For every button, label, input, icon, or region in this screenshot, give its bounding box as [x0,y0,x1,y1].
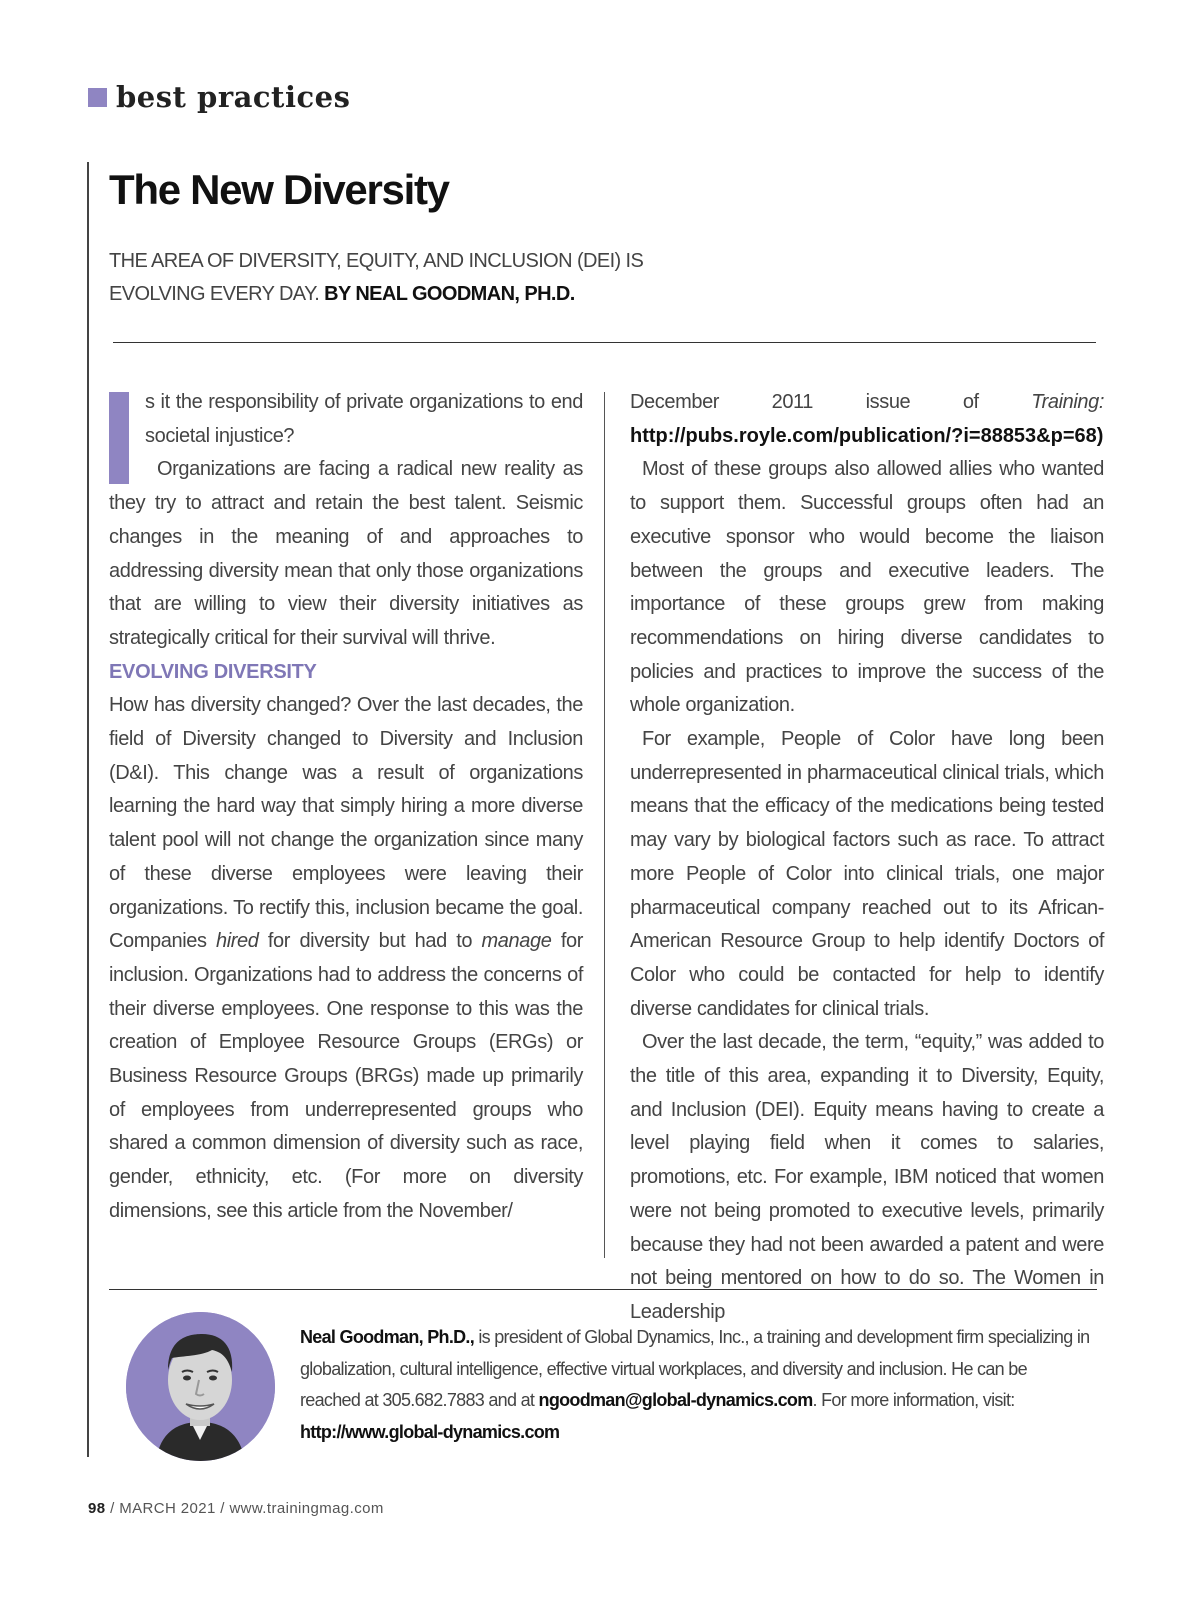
body-paragraph [630,386,1104,453]
left-column [109,386,583,1229]
drop-cap-bar-icon [109,392,129,484]
body-text: for inclusion. Organizations had to address the concerns of their diverse employees. One response to this was the creation of Employee Resource Groups (ERGs) or Business Resource Groups (BRGs) made up primarily of employees from underrepresented groups who shared a common dimension of diversity such as race, gender, ethnicity, etc. (For more on diversity dimensions, see this article from the November/ [109,930,583,1222]
body-paragraph [109,689,583,1228]
author-portrait-icon [126,1312,275,1461]
deck-text: THE AREA OF DIVERSITY, EQUITY, AND INCLUSION (DEI) IS EVOLVING EVERY DAY. [109,250,644,305]
section-tag-label: best practices [116,80,351,114]
author-bio [300,1322,1090,1448]
bio-divider [109,1289,1097,1290]
emphasis-hired: hired [215,930,259,953]
article-deck [109,245,729,311]
body-paragraph: Over the last decade, the term, “equity,” was added to the title of this area, expanding it to Diversity, Equity, and Inclusion (DEI). Equity means having to create a level playing field when it comes to salaries, promotions, etc. For example, IBM noticed that women were not being promoted to executive levels, primarily because they had not been awarded a patent and were not being mentored on how to do so. The Women in Leadership [630,1031,1104,1323]
article-title: The New Diversity [109,166,449,213]
body-paragraph: Most of these groups also allowed allies who wanted to support them. Successful groups often had an executive sponsor who would become the liaison between the groups and executive leaders. The importance of these groups grew from making recommendations on hiring diverse candidates to policies and practices to improve the success of the whole organization. [630,458,1104,717]
page-footer [88,1500,384,1517]
left-vertical-rule [87,162,89,1457]
right-column [630,386,1104,1330]
lead-paragraph-1: s it the responsibility of private organizations to end societal injustice? [145,391,583,447]
body-paragraph: For example, People of Color have long been underrepresented in pharmaceutical clinical trials, which means that the efficacy of the medications being tested may vary by biological factors such as race. To attract more People of Color into clinical trials, one major pharmaceutical company reached out to its African-American Resource Group to help identify Doctors of Color who could be contacted for help to identify diverse candidates for clinical trials. [630,728,1104,1020]
author-photo [126,1312,275,1461]
author-name: Neal Goodman, Ph.D., [300,1327,475,1347]
subhead-evolving-diversity: EVOLVING DIVERSITY [109,660,317,683]
bio-text: . For more information, visit: [812,1390,1015,1410]
body-text: for diversity but had to [258,930,482,953]
body-text: December 2011 issue of [630,391,1032,413]
bio-text: is president of Global Dynamics, Inc., a training and development firm specializing in globalization, cultural intelligence, effective virtual workplaces, and diversity and inclusion. He can be reached at 305.682.7883 and at [300,1327,1090,1410]
body-text: How has diversity changed? Over the last decades, the field of Diversity changed to Diversity and Inclusion (D&I). This change was a result of organizations learning the hard way that simply hiring a more diverse talent pool will not change the organization since many of these diverse employees were leaving their organizations. To rectify this, inclusion became the goal. Companies [109,694,583,953]
emphasis-training: Training: [1031,391,1104,413]
article-link[interactable]: http://pubs.royle.com/publication/?i=88853&p=68) [630,424,1104,447]
header-divider [113,342,1096,343]
author-website-link[interactable]: http://www.global-dynamics.com [300,1421,560,1442]
page-number: 98 [88,1500,106,1517]
lead-paragraph-2: Organizations are facing a radical new reality as they try to attract and retain the best talent. Seismic changes in the meaning of and approaches to addressing diversity mean that only those organizations that are willing to view their diversity initiatives as strategically critical for their survival will thrive. [109,458,583,649]
footer-text: / MARCH 2021 / www.trainingmag.com [105,1500,384,1517]
emphasis-manage: manage [481,930,552,953]
author-email-link[interactable]: ngoodman@global-dynamics.com [538,1390,813,1410]
section-tag [88,80,350,114]
column-divider [604,392,605,1258]
section-tag-square-icon [88,88,107,107]
byline: BY NEAL GOODMAN, PH.D. [324,283,575,305]
